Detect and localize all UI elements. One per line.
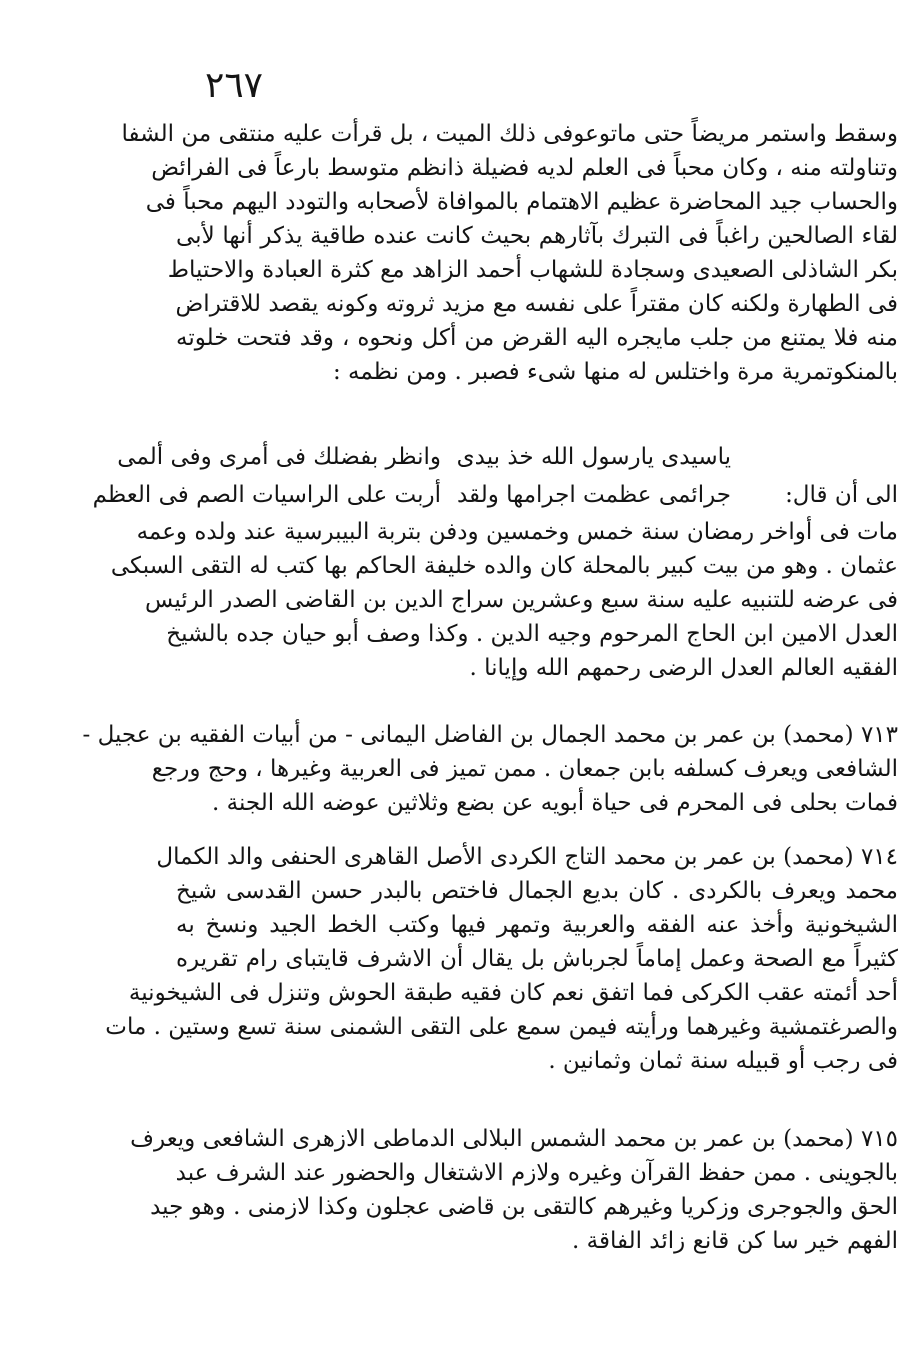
hemistich: أربت على الراسيات الصم فى العظم <box>92 482 441 508</box>
text-line: الفقيه العالم العدل الرضى رحمهم الله وإيانا . <box>469 655 898 681</box>
verse-second-hemistich <box>93 478 441 512</box>
verse-first-hemistich <box>457 440 731 474</box>
text-line: الشافعى ويعرف كسلفه بابن جمعان . ممن تميز فى العربية وغيرها ، وحج ورجع <box>151 756 898 782</box>
text-line: مات فى أواخر رمضان سنة خمس وخمسين ودفن بتربة البيبرسية عند ولده وعمه <box>136 519 898 545</box>
text-line: ٧١٤ (محمد) بن عمر بن محمد التاج الكردى الأصل القاهرى الحنفى والد الكمال <box>156 844 898 870</box>
entry-714 <box>105 840 898 1078</box>
entry-715 <box>130 1122 898 1258</box>
text-line: العدل الامين ابن الحاج المرحوم وجيه الدين . وكذا وصف أبو حيان جده بالشيخ <box>166 621 898 647</box>
text-line: أحد أئمته عقب الكركى فما اتفق نعم كان فقيه طبقة الحوش وتنزل فى الشيخونية <box>128 980 898 1006</box>
text-line: بكر الشاذلى الصعيدى وسجادة للشهاب أحمد الزاهد مع كثرة العبادة والاحتياط <box>167 257 898 283</box>
text-line: فى رجب أو قبيله سنة ثمان وثمانين . <box>548 1048 898 1074</box>
paragraph-continuation <box>121 117 898 389</box>
verse-intro: الى أن قال: <box>785 482 898 508</box>
text-line: بالجوينى . ممن حفظ القرآن وغيره ولازم الاشتغال والحضور عند الشرف عبد <box>175 1160 898 1186</box>
text-line: منه فلا يمتنع من جلب مايجره اليه القرض من أكل ونحوه ، وقد فتحت خلوته <box>176 325 898 351</box>
text-line: ٧١٣ (محمد) بن عمر بن محمد الجمال بن الفاضل اليمانى - من أبيات الفقيه بن عجيل - <box>82 722 898 748</box>
text-line: محمد ويعرف بالكردى . كان بديع الجمال فاختص بالبدر حسن القدسى شيخ <box>176 878 898 904</box>
text-line: ٧١٥ (محمد) بن عمر بن محمد الشمس البلالى الدماطى الازهرى الشافعى ويعرف <box>130 1126 898 1152</box>
text-line: بالمنكوتمرية مرة واختلس له منها شىء فصبر . ومن نظمه : <box>332 359 898 385</box>
verse-second-hemistich <box>117 440 441 474</box>
text-line: والصرغتمشية وغيرهما ورأيته فيمن سمع على التقى الشمنى سنة تسع وستين . مات <box>105 1014 898 1040</box>
hemistich: جرائمى عظمت اجرامها ولقد <box>456 482 731 508</box>
text-line: وسقط واستمر مريضاً حتى ماتوعوفى ذلك الميت ، بل قرأت عليه منتقى من الشفا <box>121 121 898 147</box>
text-line: الشيخونية وأخذ عنه الفقه والعربية وتمهر فيها وكتب الخط الجيد ونسخ به <box>176 912 898 938</box>
text-line: فمات بحلى فى المحرم فى حياة أبويه عن بضع وثلاثين عوضه الله الجنة . <box>212 790 898 816</box>
text-line: وتناولته منه ، وكان محباً فى العلم لديه فضيلة ذانظم متوسط بارعاً فى الفرائض <box>151 155 898 181</box>
text-line: فى عرضه للتنبيه عليه سنة سبع وعشرين سراج الدين بن القاضى الصدر الرئيس <box>145 587 898 613</box>
text-line: الحق والجوجرى وزكريا وغيرهم كالتقى بن قاضى عجلون وكذا لازمنى . وهو جيد <box>150 1194 898 1220</box>
hemistich: وانظر بفضلك فى أمرى وفى ألمى <box>117 444 441 470</box>
entry-713 <box>82 718 898 820</box>
text-line: فى الطهارة ولكنه كان مقتراً على نفسه مع مزيد ثروته وكونه يقصد للاقتراض <box>175 291 898 317</box>
verse-first-hemistich <box>457 478 731 512</box>
paragraph-death <box>110 515 898 685</box>
page-number: ٢٦٧ <box>205 65 264 106</box>
text-line: الفهم خير سا كن قانع زائد الفاقة . <box>572 1228 898 1254</box>
text-line: عثمان . وهو من بيت كبير بالمحلة كان والده خليفة الحاكم بها كتب له التقى السبكى <box>110 553 898 579</box>
text-line: لقاء الصالحين راغباً فى التبرك بآثارهم بحيث كانت عنده طاقية يذكر أنها لأبى <box>176 223 898 249</box>
text-line: والحساب جيد المحاضرة عظيم الاهتمام بالموافاة لأصحابه والتودد اليهم محباً فى <box>145 189 898 215</box>
hemistich: ياسيدى يارسول الله خذ بيدى <box>456 444 731 470</box>
text-line: كثيراً مع الصحة وعمل إماماً لجرباش بل يقال أن الاشرف قايتباى رام تقريره <box>176 946 898 972</box>
verse-prefix <box>785 478 898 512</box>
